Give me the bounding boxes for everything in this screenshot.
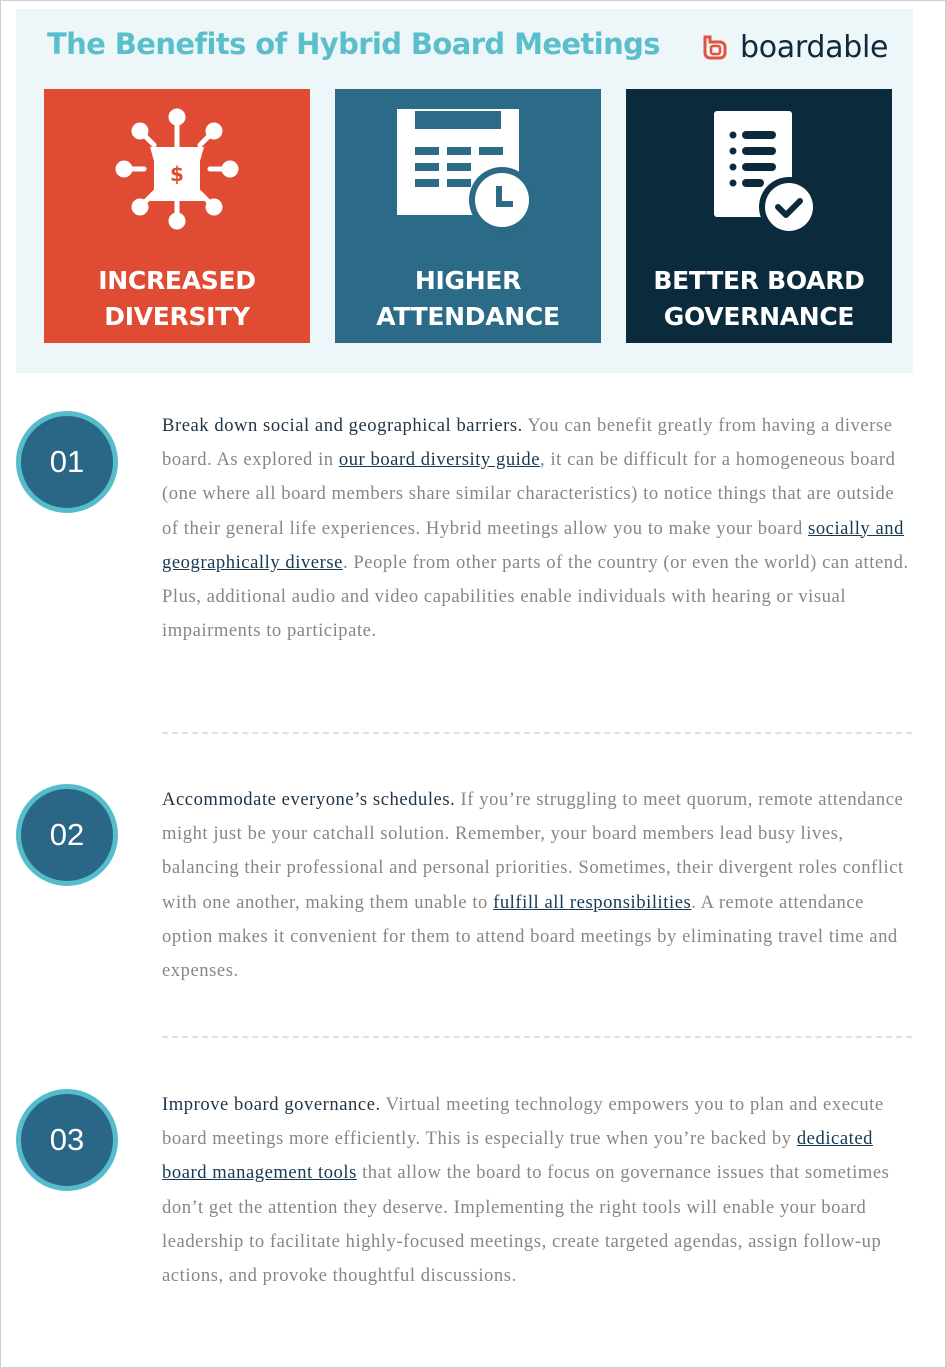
page-title: The Benefits of Hybrid Board Meetings [47, 27, 660, 61]
section-02-text: Accommodate everyone’s schedules. If you’re struggling to meet quorum, remote attendance might just be your catchall solution. Remember, your board members lead busy lives, balancing their professional and personal priorities. Sometimes, their divergent roles conflict with one another, making them unable to fulfill all responsibilities. A remote attendance option makes it convenient for them to attend board meetings by eliminating travel time and expenses. [162, 789, 904, 982]
brand-logo[interactable] [702, 27, 888, 67]
section-divider [162, 1036, 912, 1038]
section-01-text: Break down social and geographical barriers. You can benefit greatly from having a diverse board. As explored in our board diversity guide, it can be difficult for a homogeneous board (one where all board members share similar characteristics) to notice things that are outside of their general life experiences. Hybrid meetings allow you to make your board socially and geographically diverse. People from other parts of the country (or even the world) can attend. Plus, additional audio and video capabilities enable individuals with hearing or visual impairments to participate. [162, 415, 909, 642]
card-increased-diversity [44, 89, 310, 343]
svg-text:$: $ [170, 162, 184, 186]
section-03-text: Improve board governance. Virtual meeting technology empowers you to plan and execute board meetings more efficiently. This is especially true when you’re backed by dedicated board management tools that allow the board to focus on governance issues that sometimes don’t get the attention they deserve. Implementing the right tools will enable your board leadership to facilitate highly-focused meetings, create targeted agendas, assign follow-up actions, and provoke thoughtful discussions. [162, 1094, 890, 1287]
hero-banner [16, 9, 913, 373]
section-lead: Break down social and geographical barriers. [162, 415, 523, 436]
section-divider [162, 732, 912, 734]
section-lead: Accommodate everyone’s schedules. [162, 789, 456, 810]
link-board-diversity-guide[interactable]: our board diversity guide [338, 449, 541, 471]
link-dedicated-board-management-tools[interactable]: dedicated board management tools [162, 1128, 874, 1184]
number-badge-03: 03 [16, 1089, 118, 1191]
boardable-logo-icon [702, 34, 728, 60]
card-better-governance [626, 89, 892, 343]
number-badge-01: 01 [16, 411, 118, 513]
card-label: BETTER BOARD GOVERNANCE [653, 266, 865, 331]
card-label: INCREASED DIVERSITY [98, 266, 256, 331]
calendar-clock-icon [335, 89, 601, 259]
checklist-check-icon [626, 89, 892, 259]
link-socially-geographically-diverse[interactable]: socially and geographically diverse [162, 517, 904, 573]
card-label: HIGHER ATTENDANCE [376, 266, 560, 331]
number-badge-02: 02 [16, 784, 118, 886]
card-higher-attendance [335, 89, 601, 343]
network-money-icon [44, 89, 310, 259]
link-fulfill-all-responsibilities[interactable]: fulfill all responsibilities [493, 891, 692, 913]
section-lead: Improve board governance. [162, 1094, 381, 1115]
brand-name: boardable [740, 29, 889, 65]
